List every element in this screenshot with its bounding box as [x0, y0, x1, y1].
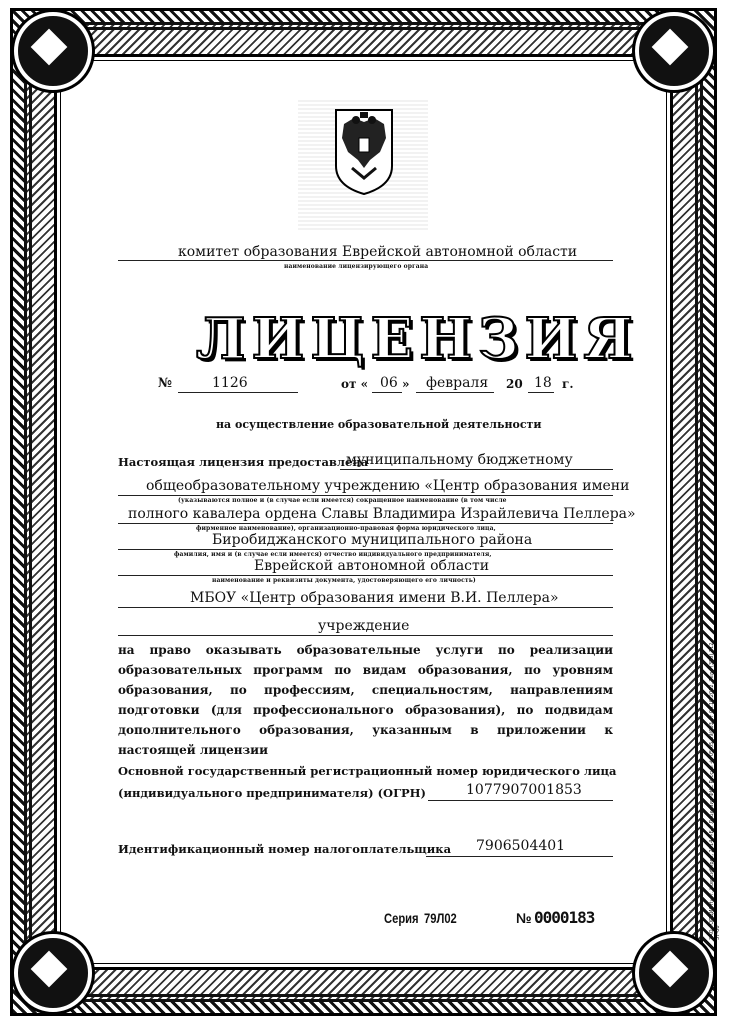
licensee-caption-1: (указываются полное и (в случае если имеется) сокращенное наименование (в том числе: [178, 497, 507, 504]
date-year-prefix: 20: [506, 377, 523, 391]
serial-number-label: №: [516, 910, 532, 926]
document-title: ЛИЦЕНЗИЯ: [196, 306, 639, 372]
licensee-underline-2: [118, 495, 613, 496]
licensee-line-4: Биробиджанского муниципального района: [212, 532, 533, 548]
printer-imprint: ЗАО «ОПЦИОН», г. Новосибирск, 2014. «Б». Лицензия ФНС России № 05-05-09/003 от 04.10.2012. Тел.: (383) 212-57-00: [709, 640, 721, 940]
licensee-underline-3: [118, 523, 613, 524]
day-underline: [372, 392, 402, 393]
month-underline: [416, 392, 494, 393]
corner-ornament-bottom-right: [635, 934, 713, 1012]
date-month: февраля: [426, 375, 489, 391]
granted-label: Настоящая лицензия предоставлена: [118, 455, 369, 469]
series-label: Серия: [384, 910, 419, 926]
date-prefix: от «: [341, 377, 369, 391]
issuer-underline: [118, 260, 613, 261]
licensee-short-name: МБОУ «Центр образования имени В.И. Пеллера»: [190, 590, 559, 606]
date-day-close: »: [402, 377, 410, 391]
licensee-underline-4: [118, 549, 613, 550]
licensee-underline-6: [118, 607, 613, 608]
licensee-underline-1: [340, 469, 613, 470]
licensee-line-1: муниципальному бюджетному: [346, 452, 573, 468]
number-label: №: [158, 376, 173, 391]
ogrn-label-1: Основной государственный регистрационный номер юридического лица: [118, 764, 617, 778]
number-underline: [178, 392, 298, 393]
licensee-caption-4: наименование и реквизиты документа, удостоверяющего его личность): [212, 577, 476, 584]
ogrn-value: 1077907001853: [466, 782, 582, 798]
year-underline: [528, 392, 554, 393]
inn-value: 7906504401: [476, 838, 566, 854]
licensee-underline-7: [118, 635, 613, 636]
corner-ornament-bottom-left: [14, 934, 92, 1012]
licensee-underline-5: [118, 575, 613, 576]
inn-underline: [426, 856, 613, 857]
corner-ornament-top-right: [635, 12, 713, 90]
rights-paragraph: на право оказывать образовательные услуги по реализации образовательных программ по видам образования, по уровням образования, по профессиям, специальностям, направлениям подготовки (для профессионального образования), по подвидам дополнительного образования, указанным в приложении к настоящей лицензии: [118, 643, 613, 757]
coat-of-arms-icon: [332, 108, 396, 196]
inn-label: Идентификационный номер налогоплательщика: [118, 842, 452, 856]
date-year-suffix: 18: [534, 375, 552, 391]
ogrn-label-2: (индивидуального предпринимателя) (ОГРН): [118, 786, 426, 800]
licensee-caption-3: фамилия, имя и (в случае если имеется) отчество индивидуального предпринимателя,: [174, 551, 492, 558]
ogrn-underline: [428, 800, 613, 801]
date-day: 06: [380, 375, 398, 391]
series-value: 79Л02: [424, 910, 457, 926]
issuer-name: комитет образования Еврейской автономной области: [178, 244, 578, 260]
license-number: 1126: [212, 375, 248, 391]
licensee-line-5: Еврейской автономной области: [254, 558, 490, 574]
licensee-line-2: общеобразовательному учреждению «Центр образования имени: [146, 478, 630, 494]
corner-ornament-top-left: [14, 12, 92, 90]
license-purpose: на осуществление образовательной деятельности: [216, 418, 542, 431]
issuer-caption: наименование лицензирующего органа: [284, 263, 429, 270]
licensee-line-3: полного кавалера ордена Славы Владимира Израйлевича Пеллера»: [128, 506, 636, 522]
licensee-type: учреждение: [318, 618, 410, 634]
serial-number-value: 0000183: [534, 908, 595, 927]
licensee-caption-2: фирменное наименование), организационно-правовая форма юридического лица,: [196, 525, 496, 532]
date-year-label: г.: [562, 377, 574, 391]
